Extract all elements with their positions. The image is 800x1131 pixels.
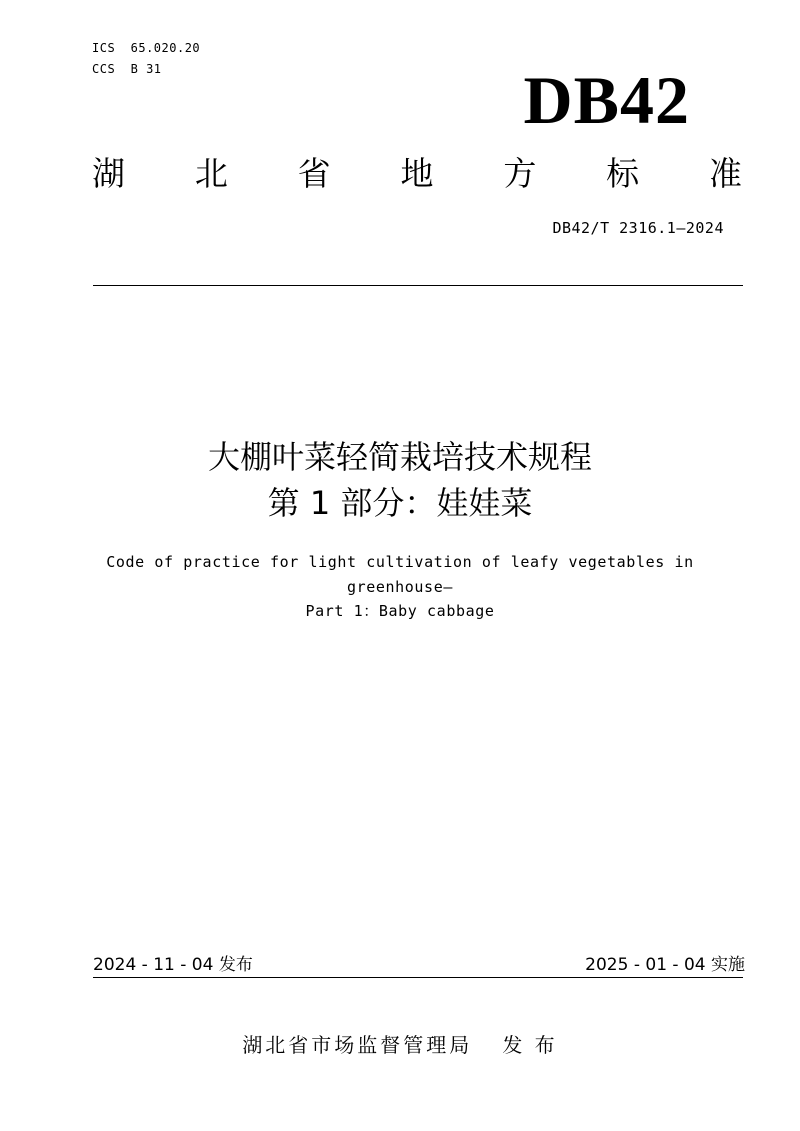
english-title-line: Part 1：Baby cabbage: [305, 602, 495, 620]
publisher-line: [0, 1028, 800, 1062]
region-title-char: 准: [708, 154, 742, 193]
classification-codes: [92, 38, 200, 80]
ccs-code: CCS B 31: [92, 62, 162, 76]
top-divider: [93, 285, 743, 286]
english-title-line: Code of practice for light cultivation of leafy vegetables in: [106, 553, 694, 571]
region-title-char: 湖: [92, 154, 125, 193]
standard-number: DB42/T 2316.1—2024: [552, 219, 724, 237]
chinese-subtitle: 第 1 部分：娃娃菜: [267, 484, 533, 522]
db42-logo: DB42: [523, 62, 690, 138]
implementation-date: 2025 - 01 - 04 实施: [585, 955, 745, 975]
chinese-title: 大棚叶菜轻简栽培技术规程: [207, 438, 592, 476]
region-standard-title: [92, 150, 742, 198]
region-title-char: 方: [503, 154, 537, 193]
ics-code: ICS 65.020.20: [92, 41, 201, 55]
issue-date: 2024 - 11 - 04 发布: [93, 955, 253, 975]
region-title-char: 地: [400, 154, 434, 193]
english-title: [60, 550, 740, 624]
region-title-char: 标: [606, 154, 640, 193]
bottom-divider: [93, 977, 743, 978]
region-title-char: 省: [297, 154, 331, 193]
region-title-char: 北: [194, 154, 228, 193]
english-title-line: greenhouse—: [347, 577, 453, 596]
issue-label: 发 布: [502, 1033, 558, 1057]
issuing-authority: 湖北省市场监督管理局: [242, 1033, 473, 1057]
